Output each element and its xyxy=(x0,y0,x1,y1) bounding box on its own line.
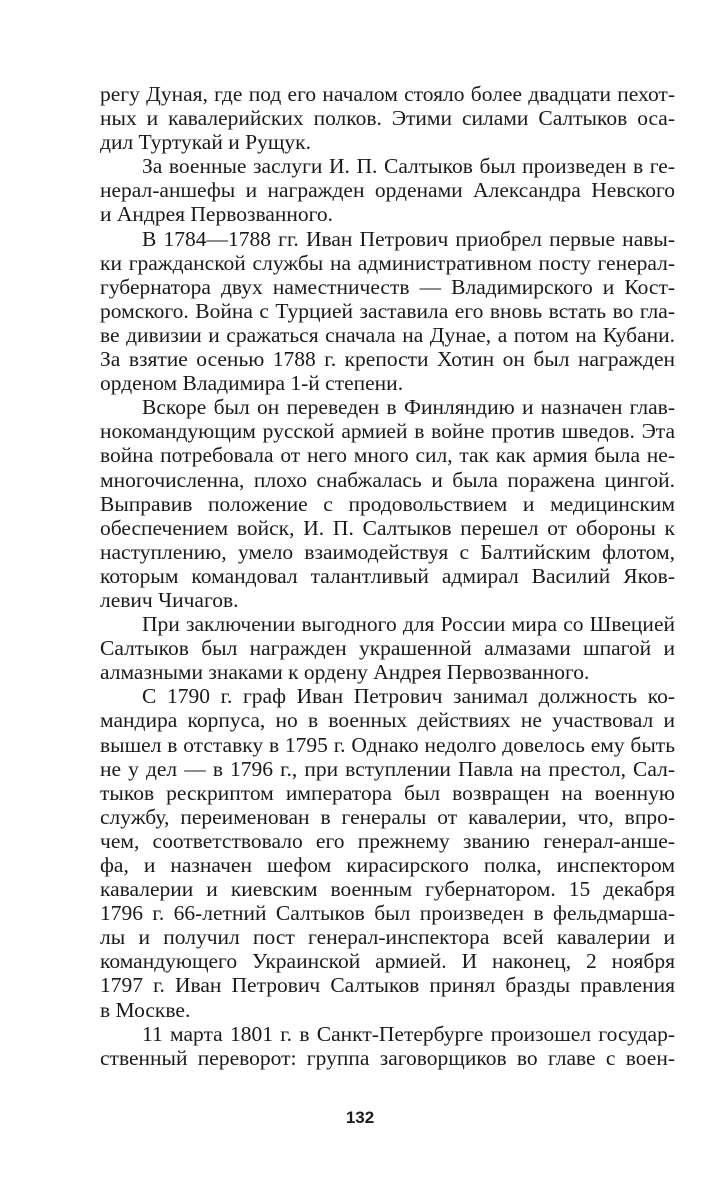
text-line: 11 марта 1801 г. в Санкт-Петербурге произошел государ- xyxy=(142,1021,675,1046)
text-line: С 1790 г. граф Иван Петрович занимал должность ко- xyxy=(142,684,675,709)
text-line: лы и получил пост генерал-инспектора всей кавалерии и xyxy=(100,925,675,950)
text-line: ственный переворот: группа заговорщиков во главе с воен- xyxy=(100,1045,675,1070)
text-line: вышел в отставку в 1795 г. Однако недолго довелось ему быть xyxy=(100,732,675,757)
text-line: командующего Украинской армией. И наконец, 2 ноября xyxy=(100,949,675,974)
text-line: Выправив положение с продовольствием и медицинским xyxy=(100,491,675,516)
text-line: службу, переименован в генералы от кавалерии, что, впро- xyxy=(100,804,675,829)
text-line: За взятие осенью 1788 г. крепости Хотин он был награжден xyxy=(100,347,675,372)
text-line: кавалерии и киевским военным губернатором. 15 декабря xyxy=(100,877,675,902)
text-line: 1796 г. 66-летний Салтыков был произведен в фельдмарша- xyxy=(100,901,675,926)
text-line: ромского. Война с Турцией заставила его вновь встать во гла- xyxy=(100,298,675,323)
text-line: нокомандующим русской армией в войне против шведов. Эта xyxy=(100,419,675,444)
text-line: нерал-аншефы и награжден орденами Александра Невского xyxy=(100,178,675,203)
text-line: наступлению, умело взаимодействуя с Балтийским флотом, xyxy=(100,539,675,564)
text-line: которым командовал талантливый адмирал Василий Яков- xyxy=(100,563,675,588)
text-line: чем, соответствовало его прежнему званию генерал-аншe- xyxy=(100,828,675,853)
text-line: дил Туртукай и Рущук. xyxy=(100,130,311,155)
text-line: и Андрея Первозванного. xyxy=(100,202,334,227)
text-line: За военные заслуги И. П. Салтыков был произведен в ге- xyxy=(142,154,675,179)
text-line: регу Дуная, где под его началом стояло более двадцати пехот- xyxy=(100,82,675,106)
page-number: 132 xyxy=(345,1108,375,1127)
text-line: левич Чичагов. xyxy=(100,587,239,612)
text-line: многочисленна, плохо снабжалась и была поражена цингой. xyxy=(100,467,675,492)
text-line: не у дел — в 1796 г., при вступлении Павла на престол, Сал- xyxy=(100,756,675,781)
text-line: При заключении выгодного для России мира со Швецией xyxy=(142,612,675,637)
text-line: 1797 г. Иван Петрович Салтыков принял бразды правления xyxy=(100,973,675,998)
text-line: война потребовала от него много сил, так как армия была не- xyxy=(100,443,675,468)
body-text xyxy=(100,82,675,1070)
text-line: мандира корпуса, но в военных действиях не участвовал и xyxy=(100,708,675,733)
text-line: В 1784—1788 гг. Иван Петрович приобрел первые навы- xyxy=(142,226,675,251)
text-line: фа, и назначен шефом кирасирского полка, инспектором xyxy=(100,853,675,877)
text-line: ных и кавалерийских полков. Этими силами Салтыков оса- xyxy=(100,106,675,131)
text-line: обеспечением войск, И. П. Салтыков перешел от обороны к xyxy=(100,515,675,540)
text-line: ве дивизии и сражаться сначала на Дунае, а потом на Кубани. xyxy=(100,322,675,347)
text-line: орденом Владимира 1-й степени. xyxy=(100,371,404,396)
text-line: Вскоре был он переведен в Финляндию и назначен глав- xyxy=(142,395,675,420)
text-line: ки гражданской службы на административном посту генерал- xyxy=(100,250,675,275)
text-line: Салтыков был награжден украшенной алмазами шпагой и xyxy=(100,636,675,661)
text-line: губернатора двух наместничеств — Владимирского и Кост- xyxy=(100,274,675,299)
text-line: тыков рескриптом императора был возвращен на военную xyxy=(100,780,675,805)
text-line: алмазными знаками к ордену Андрея Первозванного. xyxy=(100,660,590,685)
text-line: в Москве. xyxy=(100,997,191,1022)
